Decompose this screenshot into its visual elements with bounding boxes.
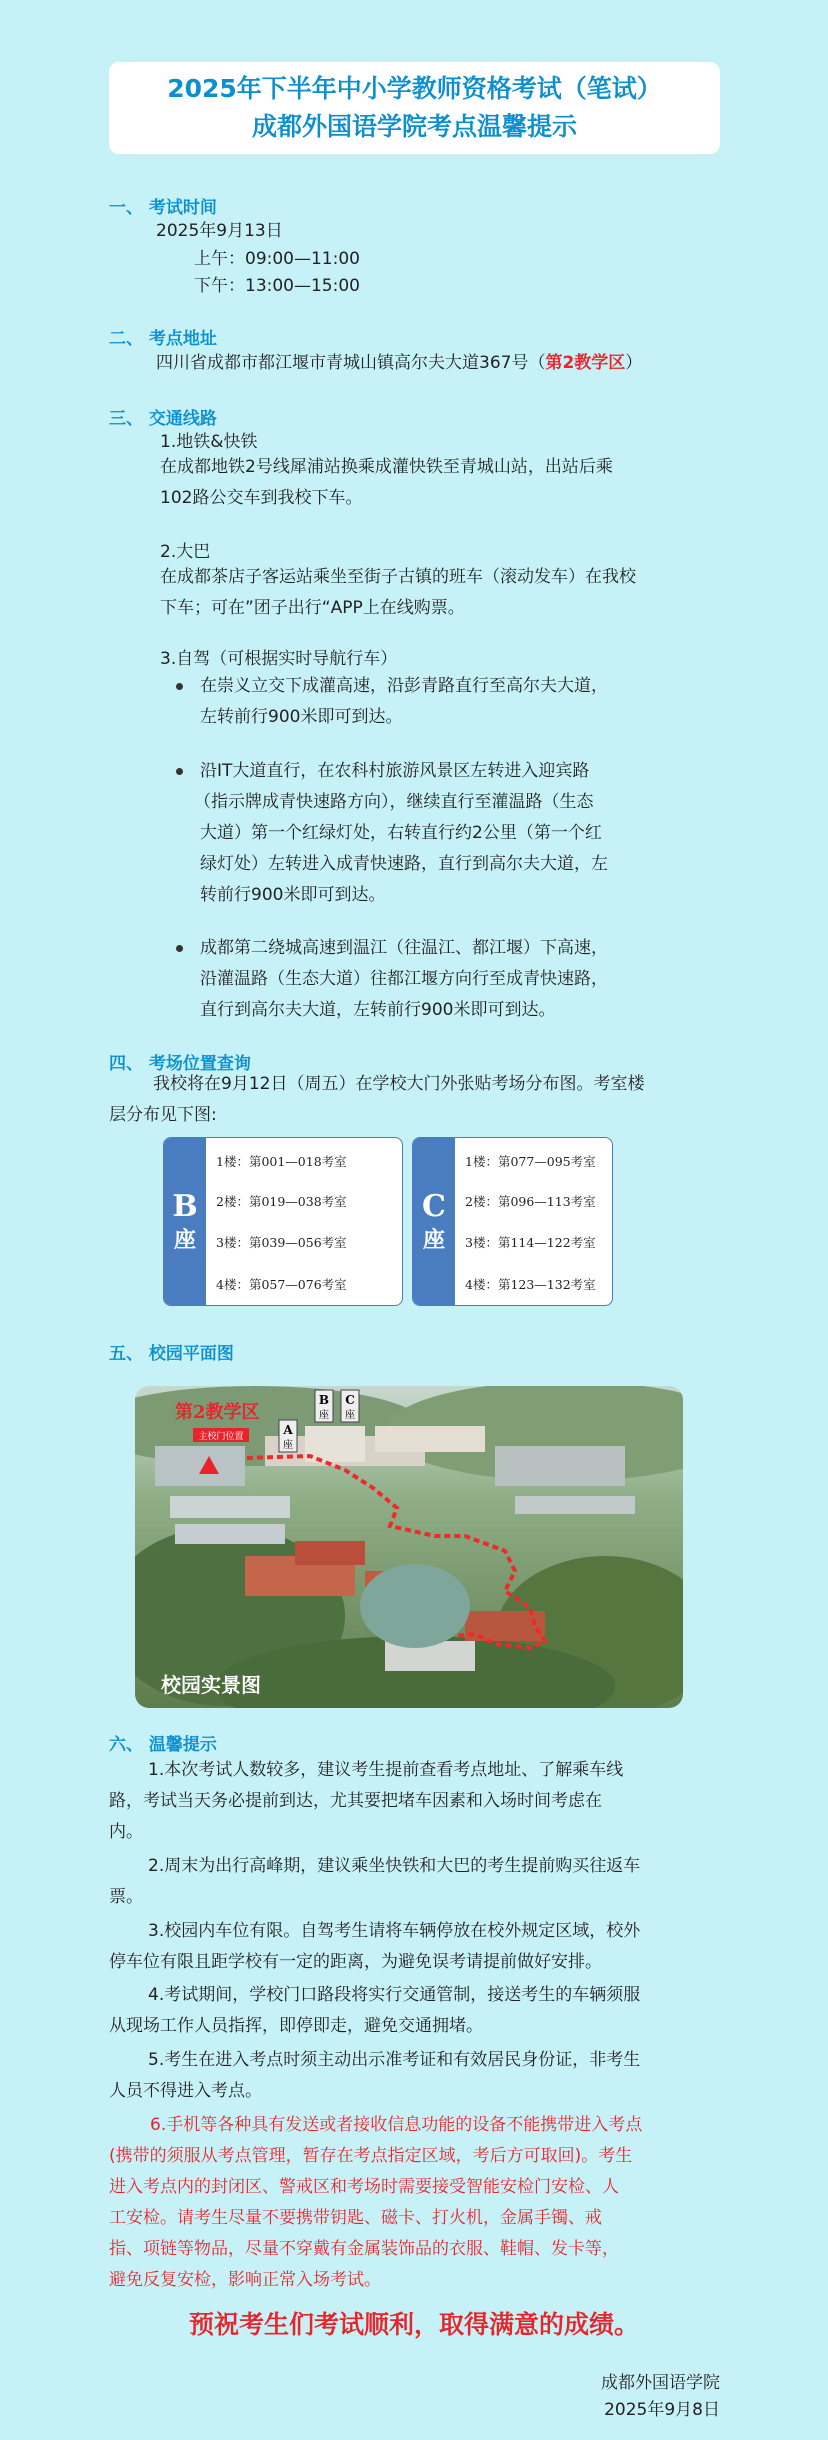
drive-route2-line4: 绿灯处）左转进入成青快速路，直行到高尔夫大道，左	[200, 854, 608, 874]
exam-address	[156, 349, 642, 377]
tip6-line2: (携带的须服从考点管理，暂存在考点指定区域，考后方可取回)。考生	[109, 2146, 633, 2166]
building-b-floor-3: 3楼：第039—056考室	[216, 1235, 347, 1250]
drive-route2-line1: 沿IT大道直行，在农科村旅游风景区左转进入迎宾路	[200, 761, 590, 781]
map-gate-label: 主校门位置	[198, 1432, 244, 1442]
building-b-suffix: 座	[173, 1226, 196, 1253]
building-c-floor-4: 4楼：第123—132考室	[465, 1277, 596, 1292]
bus-title: 2.大巴	[160, 542, 211, 562]
drive-route3-line2: 沿灌温路（生态大道）往都江堰方向行至成青快速路，	[200, 969, 608, 989]
metro-title: 1.地铁&快铁	[160, 432, 258, 452]
page-title-line1: 2025年下半年中小学教师资格考试（笔试）	[167, 74, 662, 103]
map-caption: 校园实景图	[161, 1673, 261, 1697]
page-title-line2: 成都外国语学院考点温馨提示	[251, 112, 577, 141]
address-text: 四川省成都市都江堰市青城山镇高尔夫大道367号（	[156, 353, 546, 373]
exam-morning: 上午：09:00—11:00	[194, 249, 360, 269]
building-b-floor-2: 2楼：第019—038考室	[216, 1194, 347, 1209]
metro-line1: 在成都地铁2号线犀浦站换乘成灌快铁至青城山站，出站后乘	[160, 457, 613, 477]
building-c-floor-2: 2楼：第096—113考室	[465, 1194, 596, 1209]
bus-line1: 在成都茶店子客运站乘坐至街子古镇的班车（滚动发车）在我校	[160, 567, 636, 587]
drive-route1-line1: 在崇义立交下成灌高速，沿彭青路直行至高尔夫大道，	[200, 676, 608, 696]
map-tag-a: A	[283, 1423, 293, 1437]
section-6-heading: 六、 温馨提示	[109, 1735, 217, 1755]
map-tag-c: C	[345, 1393, 355, 1407]
metro-line2: 102路公交车到我校下车。	[160, 488, 363, 508]
exam-date: 2025年9月13日	[156, 221, 283, 241]
drive-title: 3.自驾（可根据实时导航行车）	[160, 649, 398, 669]
drive-route2-line2: （指示牌成青快速路方向），继续直行至灌温路（生态	[194, 792, 594, 812]
signature-date: 2025年9月8日	[604, 2400, 720, 2420]
campus-map	[135, 1386, 683, 1708]
tip4-line1: 4.考试期间，学校门口路段将实行交通管制，接送考生的车辆须服	[148, 1985, 641, 2005]
seating-note-line2: 层分布见下图:	[109, 1105, 217, 1125]
building-c-tag	[413, 1138, 455, 1305]
bullet-icon	[176, 945, 183, 952]
section-5-heading: 五、 校园平面图	[109, 1344, 234, 1364]
section-3-heading: 三、 交通线路	[109, 409, 217, 429]
drive-route2-line5: 转前行900米即可到达。	[200, 885, 386, 905]
tip5-line2: 人员不得进入考点。	[109, 2081, 262, 2101]
building-b-letter: B	[172, 1188, 198, 1224]
drive-route1-line2: 左转前行900米即可到达。	[200, 707, 403, 727]
building-c-floor-1: 1楼：第077—095考室	[465, 1154, 596, 1169]
building-c-suffix: 座	[422, 1226, 445, 1253]
map-tag-b: B	[318, 1393, 330, 1407]
section-2-heading: 二、 考点地址	[109, 329, 217, 349]
map-tag-c2: 座	[345, 1410, 355, 1421]
tip4-line2: 从现场工作人员指挥，即停即走，避免交通拥堵。	[109, 2016, 483, 2036]
tip6-line5: 指、项链等物品，尽量不穿戴有金属装饰品的衣服、鞋帽、发卡等，	[109, 2239, 619, 2259]
map-tag-a2: 座	[283, 1440, 293, 1451]
title-box	[109, 62, 720, 154]
drive-route3-line3: 直行到高尔夫大道，左转前行900米即可到达。	[200, 1000, 556, 1020]
tip5-line1: 5.考生在进入考点时须主动出示准考证和有效居民身份证，非考生	[148, 2050, 641, 2070]
closing-wish: 预祝考生们考试顺利，取得满意的成绩。	[188, 2310, 639, 2339]
drive-route2-line3: 大道）第一个红绿灯处，右转直行约2公里（第一个红	[200, 823, 602, 843]
tip1-line2: 路，考试当天务必提前到达，尤其要把堵车因素和入场时间考虑在	[109, 1791, 602, 1811]
tip2-line1: 2.周末为出行高峰期，建议乘坐快铁和大巴的考生提前购买往返车	[148, 1856, 641, 1876]
section-4-heading: 四、 考场位置查询	[109, 1054, 251, 1074]
building-b-tag	[164, 1138, 206, 1305]
map-area-label: 第2教学区	[175, 1402, 260, 1423]
bus-line2: 下车；可在”团子出行“APP上在线购票。	[160, 598, 465, 618]
building-b-card	[163, 1137, 403, 1306]
exam-afternoon: 下午：13:00—15:00	[194, 276, 360, 296]
bullet-icon	[176, 768, 183, 775]
building-c-floor-3: 3楼：第114—122考室	[465, 1235, 596, 1250]
tip1-line3: 内。	[109, 1822, 143, 1842]
tip1-line1: 1.本次考试人数较多，建议考生提前查看考点地址、了解乘车线	[148, 1760, 624, 1780]
building-c-letter: C	[422, 1188, 446, 1224]
section-1-heading: 一、 考试时间	[109, 198, 217, 218]
building-c-card	[412, 1137, 613, 1306]
tip2-line2: 票。	[109, 1887, 143, 1907]
campus-aerial-image	[135, 1386, 683, 1708]
building-b-floor-4: 4楼：第057—076考室	[216, 1277, 347, 1292]
tip6-line6: 避免反复安检，影响正常入场考试。	[109, 2270, 381, 2290]
address-highlight: 第2教学区	[545, 353, 626, 373]
tip3-line1: 3.校园内车位有限。自驾考生请将车辆停放在校外规定区域，校外	[148, 1921, 641, 1941]
bullet-icon	[176, 683, 183, 690]
signature-org: 成都外国语学院	[601, 2373, 720, 2393]
address-end: ）	[625, 353, 643, 373]
tip6-line1: 6.手机等各种具有发送或者接收信息功能的设备不能携带进入考点	[150, 2115, 643, 2135]
tip6-line4: 工安检。请考生尽量不要携带钥匙、磁卡、打火机，金属手镯、戒	[109, 2208, 602, 2228]
map-tag-b2: 座	[319, 1410, 329, 1421]
tip6-line3: 进入考点内的封闭区、警戒区和考场时需要接受智能安检门安检、人	[109, 2177, 619, 2197]
building-b-floor-1: 1楼：第001—018考室	[216, 1154, 347, 1169]
drive-route3-line1: 成都第二绕城高速到温江（往温江、都江堰）下高速，	[200, 938, 608, 958]
tip3-line2: 停车位有限且距学校有一定的距离，为避免误考请提前做好安排。	[109, 1952, 602, 1972]
seating-note-line1: 我校将在9月12日（周五）在学校大门外张贴考场分布图。考室楼	[153, 1074, 645, 1094]
